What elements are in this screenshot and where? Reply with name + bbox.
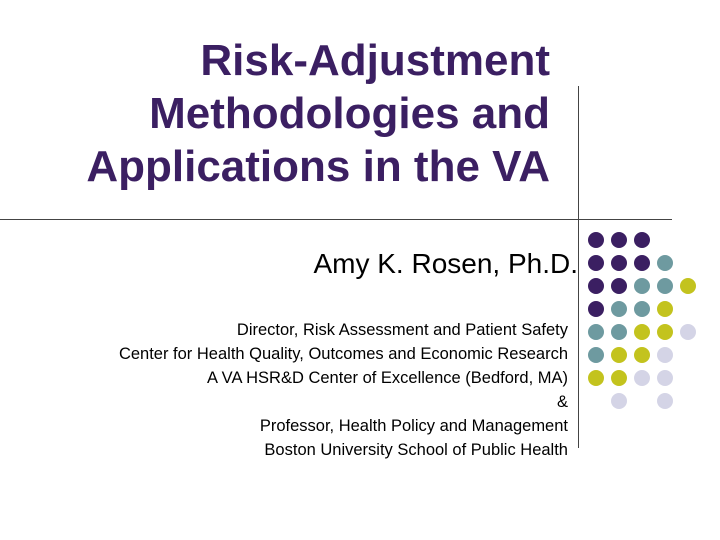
decorative-dot [611, 347, 627, 363]
decorative-dot [657, 393, 673, 409]
author-name: Amy K. Rosen, Ph.D. [313, 248, 578, 279]
decorative-dot [680, 278, 696, 294]
decorative-dot [657, 370, 673, 386]
affiliation-line: Center for Health Quality, Outcomes and Economic Research [118, 345, 568, 363]
decorative-dot [588, 232, 604, 248]
decorative-dot [634, 278, 650, 294]
decorative-dot-grid [588, 232, 708, 412]
slide-title [10, 34, 550, 193]
affiliation-line: Boston University School of Public Health [264, 441, 568, 459]
affiliation-line: Director, Risk Assessment and Patient Safety [236, 321, 568, 339]
decorative-dot [634, 301, 650, 317]
decorative-dot [611, 301, 627, 317]
decorative-dot [611, 324, 627, 340]
title-line-2: Methodologies and [149, 89, 550, 138]
affiliation-block [8, 318, 568, 462]
decorative-dot [588, 278, 604, 294]
title-line-3: Applications in the VA [86, 142, 550, 191]
decorative-dot [657, 347, 673, 363]
horizontal-divider [0, 219, 672, 220]
decorative-dot [611, 232, 627, 248]
decorative-dot [634, 324, 650, 340]
decorative-dot [588, 370, 604, 386]
decorative-dot [657, 278, 673, 294]
vertical-divider [578, 86, 579, 448]
decorative-dot [588, 301, 604, 317]
decorative-dot [611, 370, 627, 386]
decorative-dot [657, 301, 673, 317]
decorative-dot [657, 255, 673, 271]
decorative-dot [634, 347, 650, 363]
decorative-dot [611, 278, 627, 294]
decorative-dot [588, 255, 604, 271]
title-line-1: Risk-Adjustment [200, 36, 550, 85]
affiliation-line: Professor, Health Policy and Management [259, 417, 568, 435]
decorative-dot [588, 324, 604, 340]
decorative-dot [657, 324, 673, 340]
decorative-dot [634, 255, 650, 271]
affiliation-line: & [556, 393, 568, 411]
decorative-dot [634, 232, 650, 248]
decorative-dot [611, 393, 627, 409]
decorative-dot [634, 370, 650, 386]
affiliation-line: A VA HSR&D Center of Excellence (Bedford, MA) [206, 369, 568, 387]
decorative-dot [680, 324, 696, 340]
decorative-dot [588, 347, 604, 363]
decorative-dot [611, 255, 627, 271]
